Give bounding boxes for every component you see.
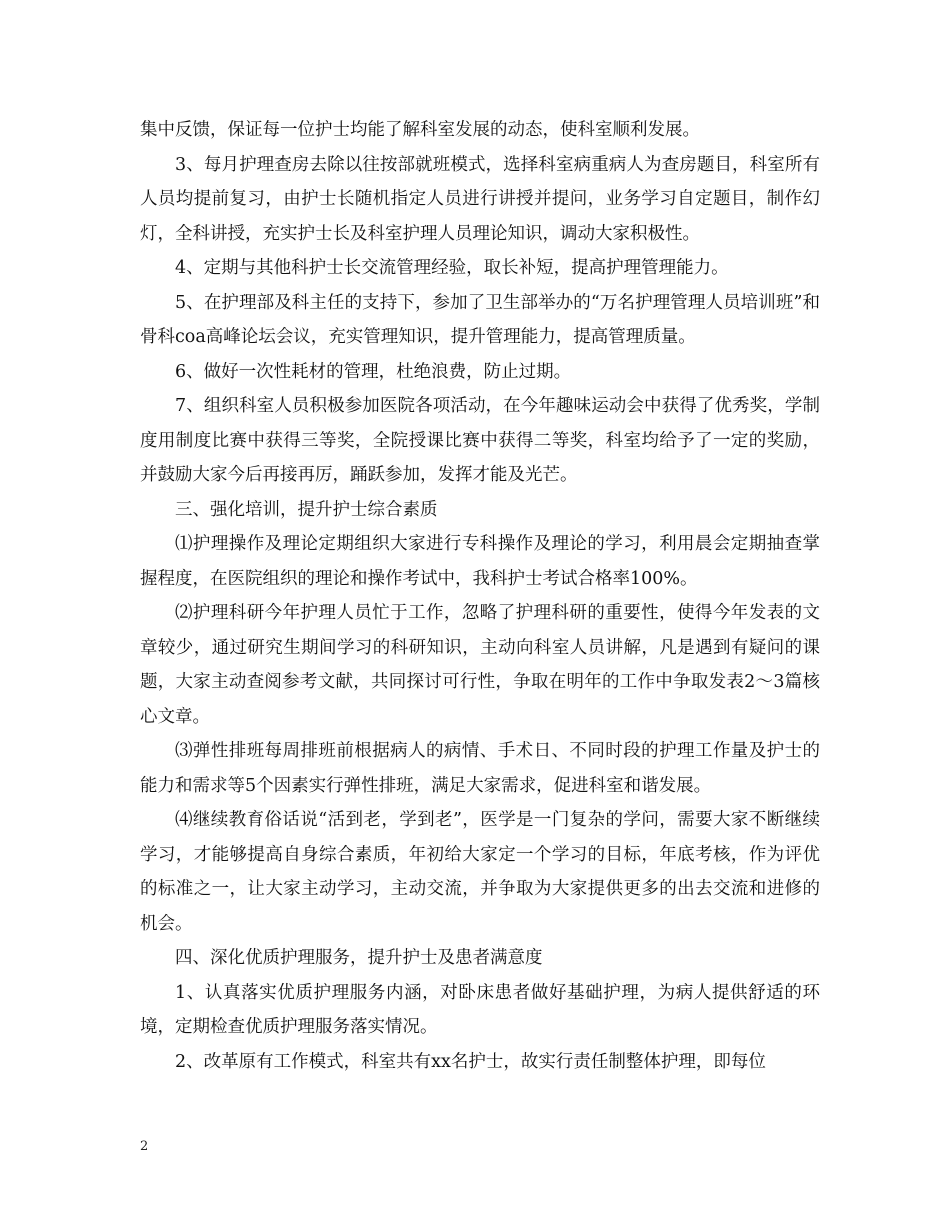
page-number: 2: [140, 1139, 149, 1154]
paragraph-0: 集中反馈，保证每一位护士均能了解科室发展的动态，使科室顺利发展。: [140, 120, 700, 140]
paragraph-7: ⑴护理操作及理论定期组织大家进行专科操作及理论的学习，利用晨会定期抽查掌握程度，在医院组织的理论和操作考试中，我科护士考试合格率100%。: [140, 534, 820, 589]
paragraph-12: 1、认真落实优质护理服务内涵，对卧床患者做好基础护理，为病人提供舒适的环境，定期检查优质护理服务落实情况。: [140, 982, 820, 1037]
document-body: [140, 113, 820, 1079]
paragraph-13: 2、改革原有工作模式，科室共有xx名护士，故实行责任制整体护理，即每位: [175, 1051, 766, 1072]
paragraph-5: 7、组织科室人员积极参加医院各项活动，在今年趣味运动会中获得了优秀奖，学制度用制度比赛中获得三等奖，全院授课比赛中获得二等奖，科室均给予了一定的奖励，并鼓励大家今后再接再厉，踊跃参加，发挥才能及光芒。: [140, 396, 820, 485]
paragraph-3: 5、在护理部及科主任的支持下，参加了卫生部举办的“万名护理管理人员培训班”和骨科coa高峰论坛会议，充实管理知识，提升管理能力，提高管理质量。: [140, 292, 820, 347]
section-heading-3: 三、强化培训，提升护士综合素质: [175, 499, 438, 520]
paragraph-10: ⑷继续教育俗话说“活到老，学到老”，医学是一门复杂的学问，需要大家不断继续学习，才能够提高自身综合素质，年初给大家定一个学习的目标，年底考核，作为评优的标准之一，让大家主动学习，主动交流，并争取为大家提供更多的出去交流和进修的机会。: [140, 810, 820, 934]
paragraph-2: 4、定期与其他科护士长交流管理经验，取长补短，提高护理管理能力。: [175, 258, 729, 278]
section-heading-4: 四、深化优质护理服务，提升护士及患者满意度: [175, 948, 543, 968]
paragraph-9: ⑶弹性排班每周排班前根据病人的病情、手术日、不同时段的护理工作量及护士的能力和需求等5个因素实行弹性排班，满足大家需求，促进科室和谐发展。: [140, 741, 820, 796]
paragraph-4: 6、做好一次性耗材的管理，杜绝浪费，防止过期。: [175, 361, 572, 382]
paragraph-8: ⑵护理科研今年护理人员忙于工作，忽略了护理科研的重要性，使得今年发表的文章较少，通过研究生期间学习的科研知识，主动向科室人员讲解，凡是遇到有疑问的课题，大家主动查阅参考文献，共同探讨可行性，争取在明年的工作中争取发表2～3篇核心文章。: [140, 603, 820, 727]
paragraph-1: 3、每月护理查房去除以往按部就班模式，选择科室病重病人为查房题目，科室所有人员均提前复习，由护士长随机指定人员进行讲授并提问，业务学习自定题目，制作幻灯，全科讲授，充实护士长及科室护理人员理论知识，调动大家积极性。: [140, 154, 820, 244]
